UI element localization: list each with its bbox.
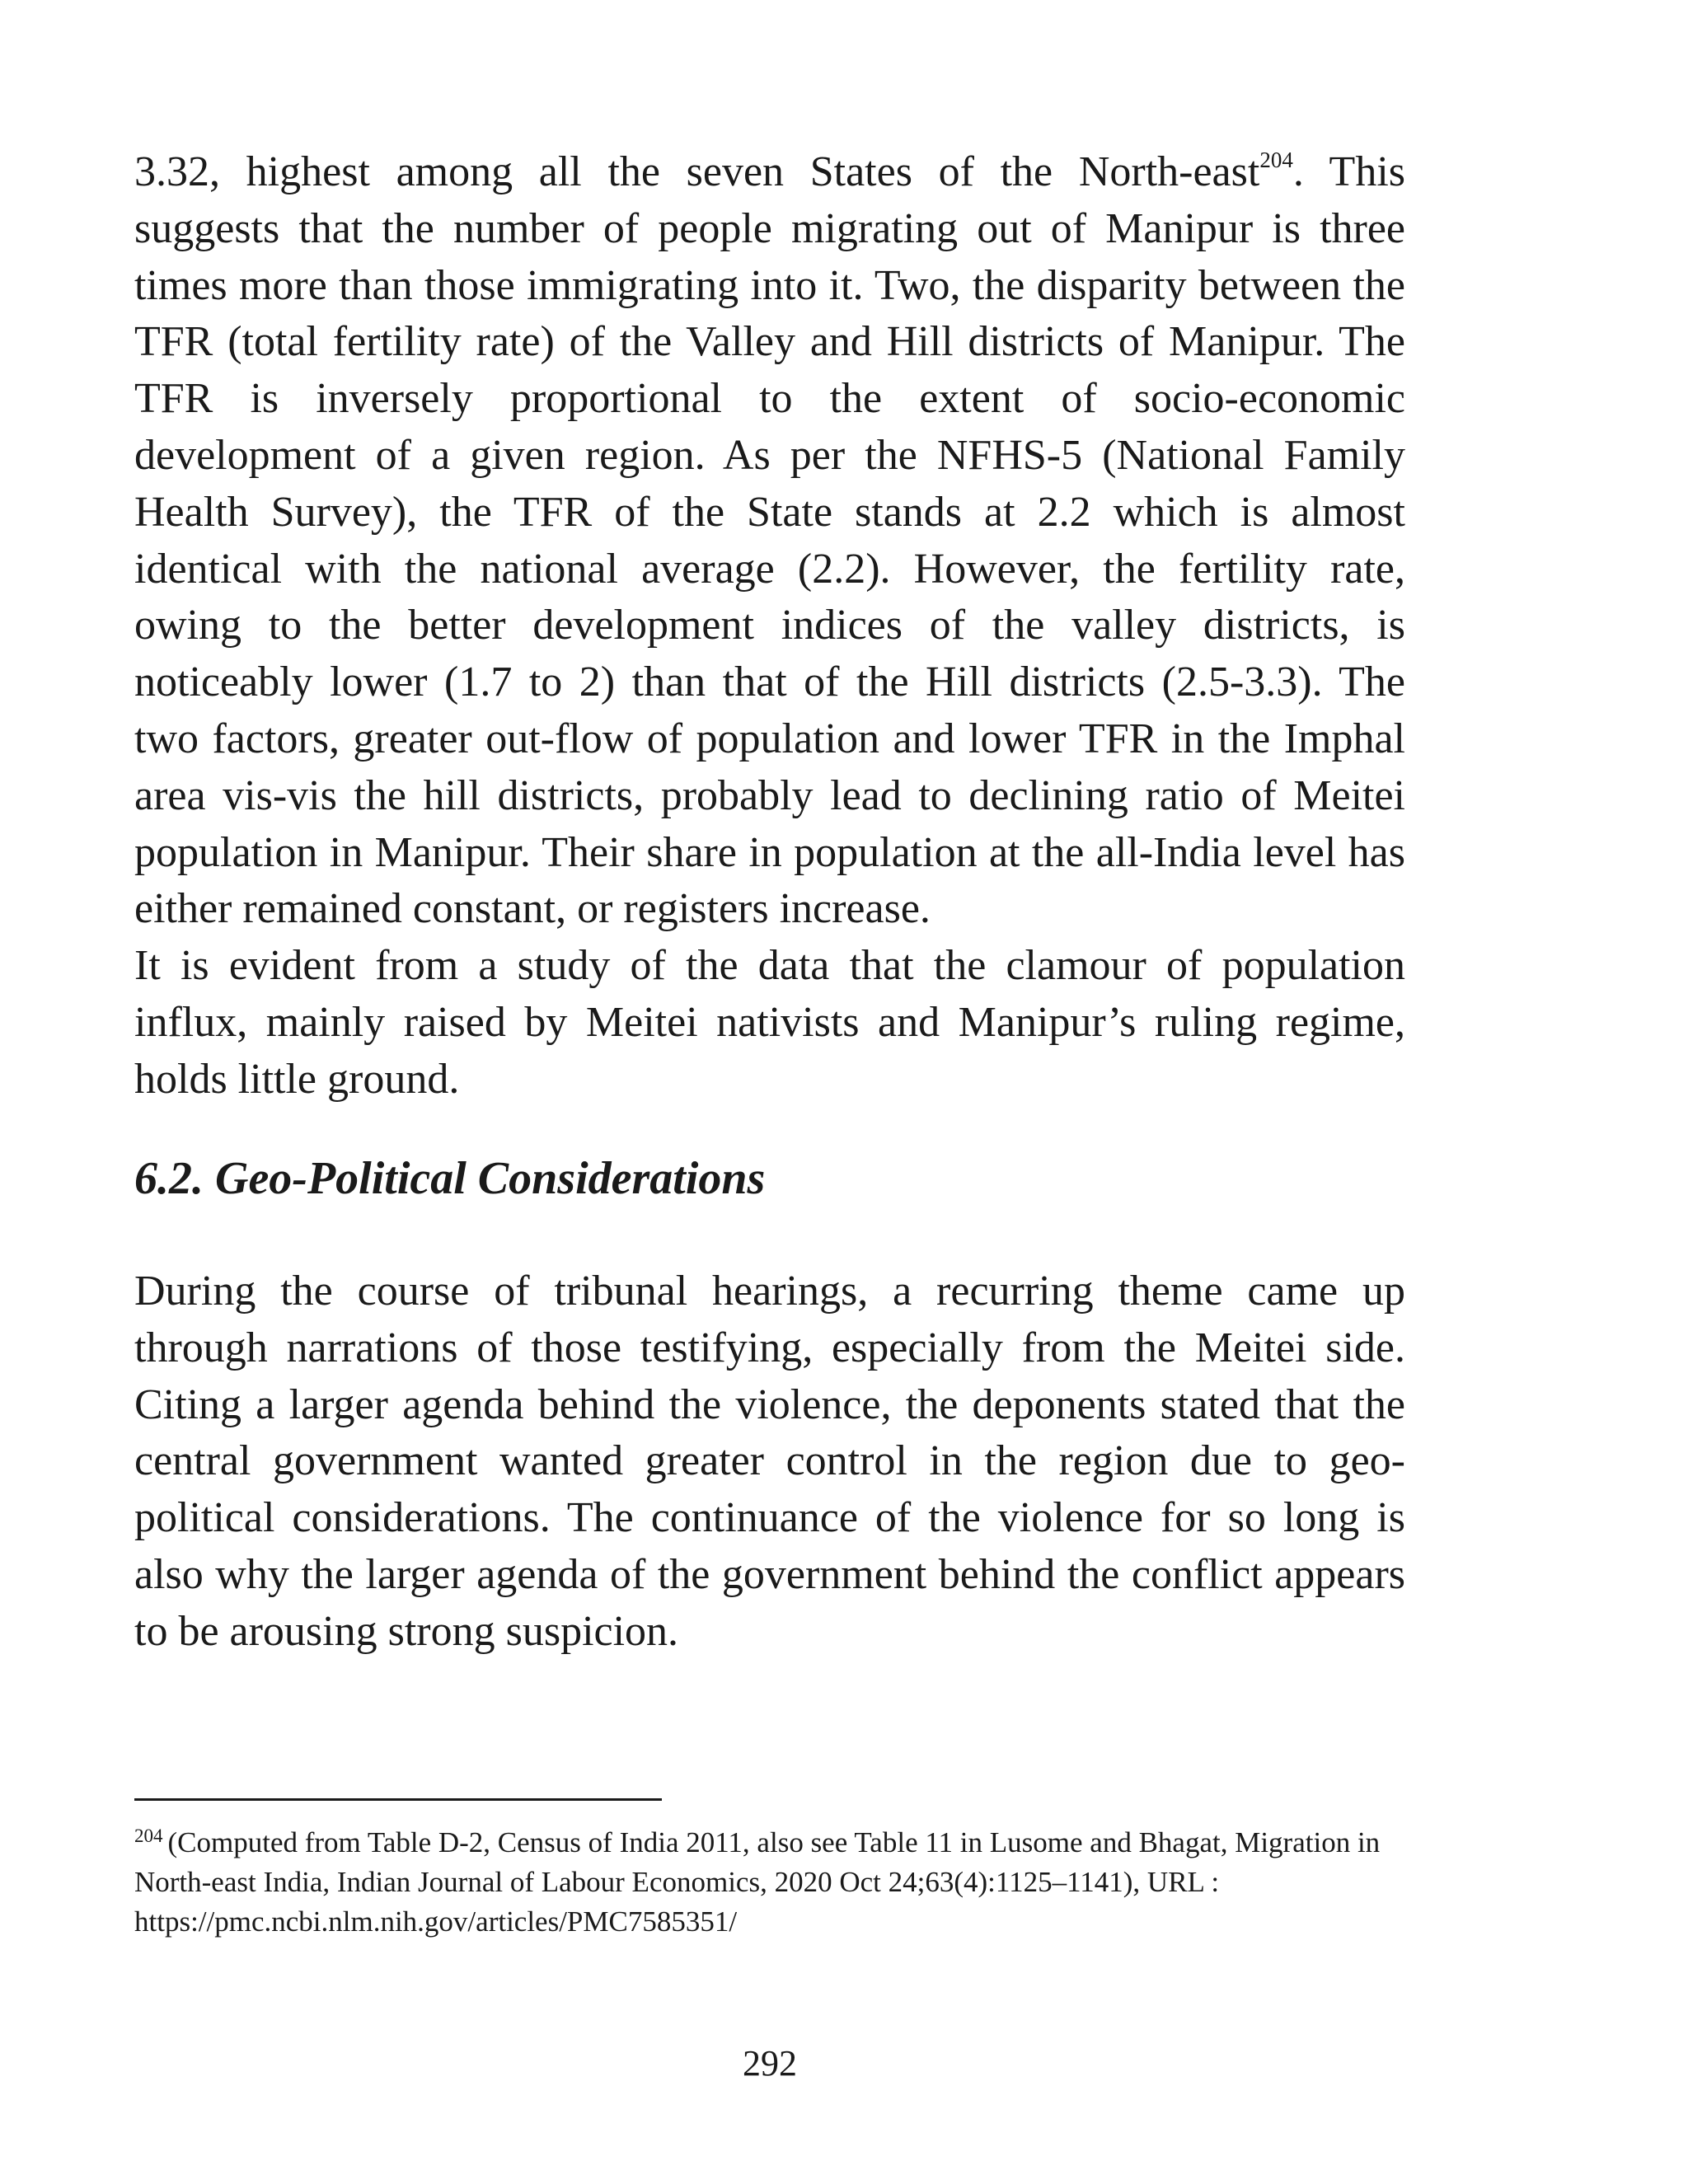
footnote-marker: 204 — [134, 1825, 163, 1846]
paragraph-text-rest: . This suggests that the number of people migrating out of Manipur is three times more than those immigrating into it. Two, the disparity between the TFR (total fertility rate) of the Valley and Hill districts of Manipur. The TFR is inversely proportional to the extent of socio-economic development of a given region. As per the NFHS-5 (National Family Health Survey), the TFR of the State stands at 2.2 which is almost identical with the national average (2.2). However, the fertility rate, owing to the better development indices of the valley districts, is noticeably lower (1.7 to 2) than that of the Hill districts (2.5-3.3). The two factors, greater out-flow of population and lower TFR in the Imphal area vis-vis the hill districts, probably lead to declining ratio of Meitei population in Manipur. Their share in population at the all-India level has either remained constant, or registers increase. — [134, 148, 1406, 933]
paragraph-text-start: 3.32, highest among all the seven States of the North-east — [134, 148, 1260, 195]
footnote-204 — [134, 1823, 1420, 1942]
footnote-divider — [134, 1798, 662, 1801]
body-paragraph-tribunal: During the course of tribunal hearings, a recurring theme came up through narrations of those testifying, especially from the Meitei side. Citing a larger agenda behind the violence, the deponents stated that the central government wanted greater control in the region due to geo-political considerations. The continuance of the violence for so long is also why the larger agenda of the government behind the conflict appears to be arousing strong suspicion. — [134, 1268, 1405, 1655]
section-heading-geo-political: 6.2. Geo-Political Considerations — [134, 1153, 766, 1204]
body-paragraph-migration — [134, 144, 1405, 938]
footnote-reference-204[interactable]: 204 — [1259, 148, 1293, 172]
body-paragraph-influx: It is evident from a study of the data that the clamour of population influx, mainly raised by Meitei nativists and Manipur’s ruling regime, holds little ground. — [134, 942, 1405, 1103]
footnote-text: (Computed from Table D-2, Census of India 2011, also see Table 11 in Lusome and Bhagat, Migration in North-east India, Indian Journal of Labour Economics, 2020 Oct 24;63(4):1125–1141), URL : https://pmc.ncbi.nlm.nih.gov/articles/PMC7585351/ — [134, 1826, 1381, 1938]
page-number: 292 — [743, 2043, 797, 2083]
